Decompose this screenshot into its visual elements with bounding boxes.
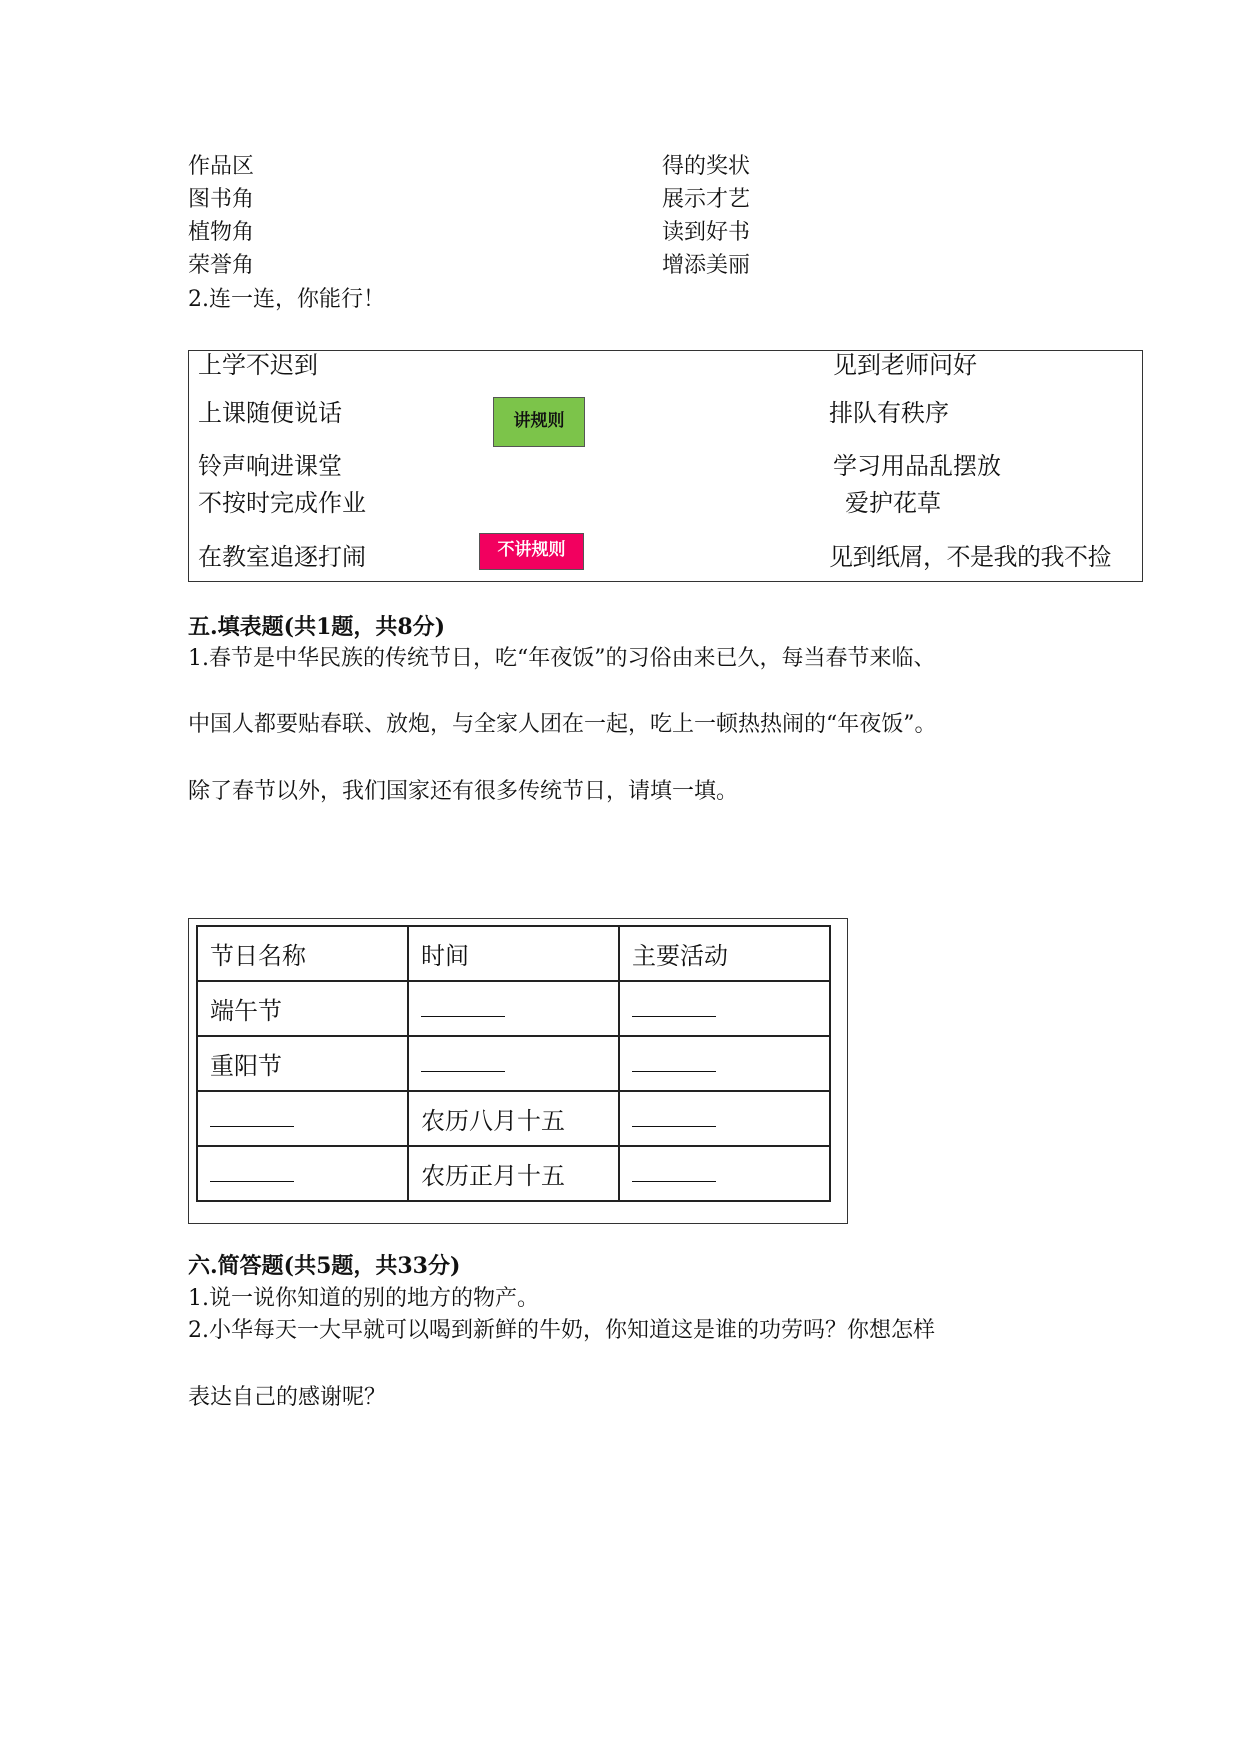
table-cell: 重阳节 <box>197 1036 408 1091</box>
section-6-heading: 六.简答题(共5题，共33分) <box>188 1253 461 1279</box>
fill-blank[interactable] <box>210 1169 294 1182</box>
match-left-item: 作品区 <box>188 154 255 179</box>
table-row <box>197 1091 830 1146</box>
match-right-item: 展示才艺 <box>662 187 751 212</box>
table-row <box>197 1036 830 1091</box>
table-header-cell: 时间 <box>408 926 619 981</box>
rule-badge: 讲规则 <box>493 397 585 447</box>
question-text: 1.说一说你知道的别的地方的物产。 <box>188 1286 539 1311</box>
connect-right-item: 见到纸屑，不是我的我不捡 <box>829 543 1111 571</box>
table-cell[interactable] <box>408 1036 619 1091</box>
match-left-item: 植物角 <box>188 220 255 245</box>
section-5-paragraph-line: 除了春节以外，我们国家还有很多传统节日，请填一填。 <box>188 779 739 804</box>
match-right-item: 得的奖状 <box>662 154 751 179</box>
section-5-paragraph-line: 1.春节是中华民族的传统节日，吃“年夜饭”的习俗由来已久，每当春节来临、 <box>188 646 936 671</box>
table-cell[interactable] <box>197 1146 408 1201</box>
fill-blank[interactable] <box>632 1169 716 1182</box>
connect-left-item: 上学不迟到 <box>198 351 318 379</box>
question-2-title: 2.连一连，你能行！ <box>188 287 385 312</box>
fill-blank[interactable] <box>632 1114 716 1127</box>
table-cell: 农历八月十五 <box>408 1091 619 1146</box>
table-cell[interactable] <box>619 1036 830 1091</box>
table-header-cell: 主要活动 <box>619 926 830 981</box>
table-row <box>197 981 830 1036</box>
table-cell[interactable] <box>619 981 830 1036</box>
table-cell[interactable] <box>619 1146 830 1201</box>
connect-left-item: 不按时完成作业 <box>198 489 366 517</box>
table-row <box>197 1146 830 1201</box>
fill-blank[interactable] <box>210 1114 294 1127</box>
festival-table <box>196 925 831 1202</box>
table-cell[interactable] <box>408 981 619 1036</box>
table-cell: 农历正月十五 <box>408 1146 619 1201</box>
match-right-item: 读到好书 <box>662 220 751 245</box>
question-text: 2.小华每天一大早就可以喝到新鲜的牛奶，你知道这是谁的功劳吗？你想怎样 <box>188 1318 935 1343</box>
no-rule-badge: 不讲规则 <box>479 533 584 570</box>
fill-blank[interactable] <box>421 1059 505 1072</box>
fill-blank[interactable] <box>632 1004 716 1017</box>
connect-right-item: 学习用品乱摆放 <box>833 452 1001 480</box>
table-cell[interactable] <box>619 1091 830 1146</box>
match-left-item: 图书角 <box>188 187 255 212</box>
table-cell: 端午节 <box>197 981 408 1036</box>
connect-left-item: 在教室追逐打闹 <box>198 543 366 571</box>
connect-right-item: 见到老师问好 <box>833 351 977 379</box>
table-header-row <box>197 926 830 981</box>
section-5-heading: 五.填表题(共1题，共8分) <box>188 614 446 640</box>
table-cell[interactable] <box>197 1091 408 1146</box>
fill-blank[interactable] <box>421 1004 505 1017</box>
fill-blank[interactable] <box>632 1059 716 1072</box>
question-text: 表达自己的感谢呢？ <box>188 1385 387 1410</box>
connect-right-item: 爱护花草 <box>845 489 941 517</box>
section-5-paragraph-line: 中国人都要贴春联、放炮，与全家人团在一起，吃上一顿热热闹的“年夜饭”。 <box>188 712 937 737</box>
match-left-item: 荣誉角 <box>188 253 255 278</box>
table-header-cell: 节日名称 <box>197 926 408 981</box>
connect-left-item: 铃声响进课堂 <box>198 452 342 480</box>
connect-left-item: 上课随便说话 <box>198 399 342 427</box>
match-right-item: 增添美丽 <box>662 253 751 278</box>
connect-right-item: 排队有秩序 <box>829 399 949 427</box>
